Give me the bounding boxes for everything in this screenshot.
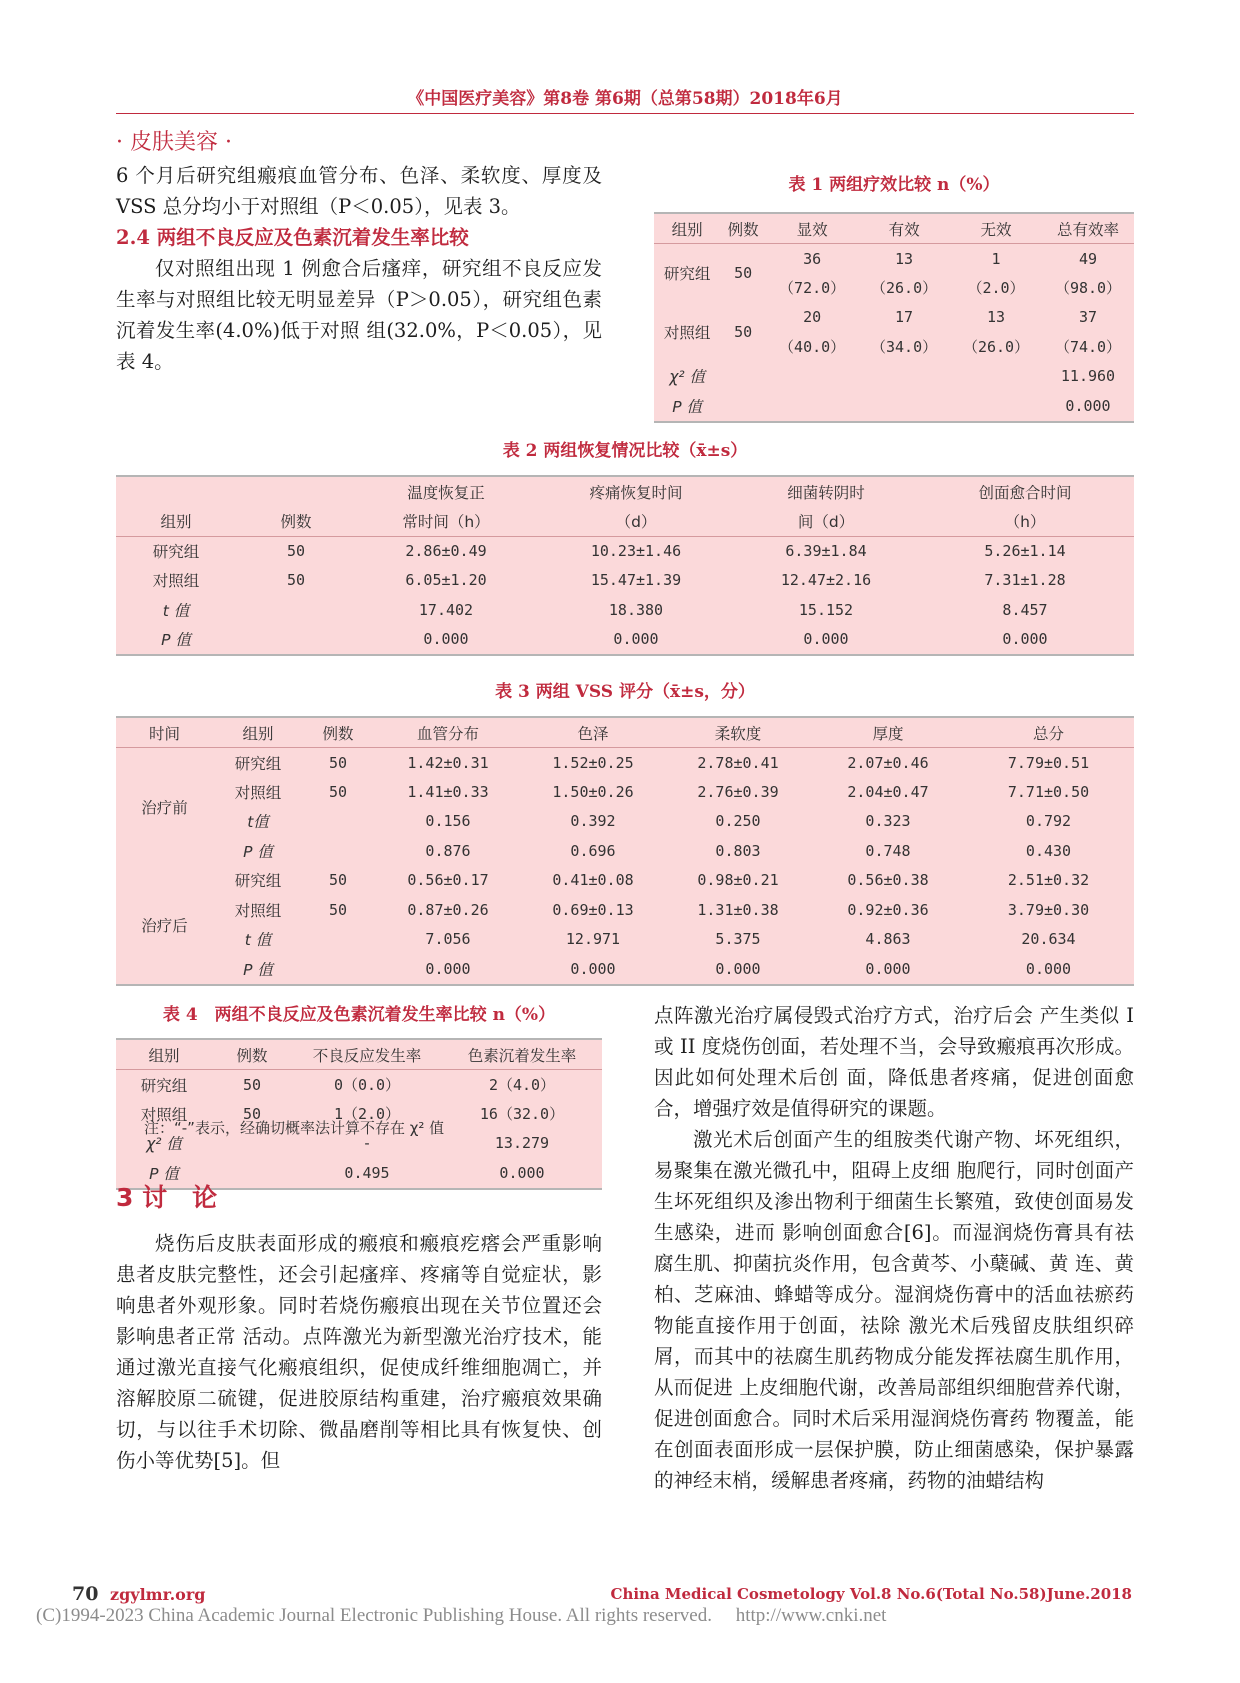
t4-cell: 0.000	[499, 1163, 545, 1182]
t2-cell: 12.47±2.16	[780, 571, 872, 590]
t3-cell: 0.392	[570, 812, 616, 831]
t1-cell: 36	[803, 249, 822, 268]
table2-caption: 表 2 两组恢复情况比较（x̄±s）	[502, 441, 748, 461]
t1-header: 显效	[766, 214, 858, 244]
t2-cell: 15.47±1.39	[590, 571, 682, 590]
t2-cell: 7.31±1.28	[984, 571, 1066, 590]
discussion-paragraph: 烧伤后皮肤表面形成的瘢痕和瘢痕疙瘩会严重影响患者皮肤完整性，还会引起瘙痒、疼痛等自觉症状，影响患者外观形象。同时若烧伤瘢痕出现在关节位置还会影响患者正常 活动。点阵激光为新型激光治疗技术，能通过激光直接气化瘢痕组织，促使成纤维细胞凋亡，并溶解胶原二硫键，促进胶原结构重建，治疗瘢痕效果确切，与以往手术切除、微晶磨削等相比具有恢复快、创伤小等优势[5]。但	[116, 1232, 602, 1472]
table4	[116, 1038, 602, 1190]
t3-cell: 7.056	[425, 930, 471, 949]
paragraph-results: 6 个月后研究组瘢痕血管分布、色泽、柔软度、厚度及 VSS 总分均小于对照组（P＜0.05），见表 3。	[116, 164, 602, 218]
t2-cell: 0.000	[423, 630, 469, 649]
table-row	[654, 303, 1134, 333]
table2	[116, 475, 1134, 656]
t3-header: 组别	[213, 718, 303, 748]
t3-cell: 0.250	[715, 812, 761, 831]
t3-cell: 0.000	[425, 959, 471, 978]
t2-cell: 50	[286, 542, 306, 560]
table1	[654, 212, 1134, 423]
t2-cell: 18.380	[608, 600, 664, 619]
section-tag: · 皮肤美容 ·	[116, 130, 232, 155]
t2-header: 间（d）	[736, 507, 916, 537]
t1-cell: （26.0）	[871, 279, 938, 298]
t3-cell: 1.42±0.31	[407, 753, 489, 772]
t1-cell: 13	[895, 249, 914, 268]
t4-header: 例数	[212, 1040, 292, 1070]
t3-cell: 2.76±0.39	[697, 782, 779, 801]
t3-cell: 2.51±0.32	[1007, 871, 1090, 890]
t3-cell	[303, 954, 373, 984]
t4-cell: 0.495	[344, 1163, 390, 1182]
page-number: 70	[72, 1583, 99, 1605]
t3-cell: 2.07±0.46	[847, 753, 929, 772]
t3-cell: 0.000	[1025, 959, 1072, 978]
t4-cell: 0（0.0）	[333, 1076, 401, 1094]
t3-header: 色泽	[523, 718, 663, 748]
right-column-text	[654, 1000, 1134, 1496]
t1-header: 有效	[858, 214, 950, 244]
table-row	[116, 1070, 602, 1100]
table-row	[116, 566, 1134, 596]
t1-header: 无效	[950, 214, 1042, 244]
t1-n: 50	[734, 323, 753, 341]
t4-header: 组别	[116, 1040, 212, 1070]
t3-cell: 2.78±0.41	[697, 753, 779, 772]
t3-cell: 12.971	[565, 930, 621, 949]
t4-cell: 16（32.0）	[479, 1105, 565, 1124]
t1-cell: （98.0）	[1054, 279, 1122, 298]
t4-cell: 1（2.0）	[333, 1105, 401, 1124]
t3-cell: 0.323	[865, 812, 911, 831]
t2-cell: P 值	[161, 631, 191, 650]
t2-header: （h）	[916, 507, 1134, 537]
t2-cell: 0.000	[803, 630, 849, 649]
t2-cell: 0.000	[1002, 630, 1048, 649]
right-paragraph-1: 点阵激光治疗属侵毁式治疗方式，治疗后会 产生类似 I 或 II 度烧伤创面，若处理不当，会导致瘢痕再次形成。因此如何处理术后创 面，降低患者疼痛，促进创面愈合，增强疗效是值得研究的课题。	[654, 1004, 1134, 1120]
t2-header: （d）	[536, 507, 736, 537]
t3-cell: P 值	[243, 960, 273, 979]
t4-cell: χ² 值	[146, 1135, 182, 1154]
t3-cell: 0.000	[570, 959, 616, 978]
t3-cell: 0.792	[1025, 812, 1072, 831]
t2-cell: 6.39±1.84	[785, 542, 867, 560]
header-divider	[116, 113, 1134, 114]
t2-header	[236, 477, 356, 507]
t1-cell: （40.0）	[779, 338, 846, 357]
t3-cell: 0.803	[715, 841, 761, 860]
t3-cell: 1.41±0.33	[407, 782, 489, 801]
t3-time-after: 治疗后	[141, 916, 188, 935]
copyright-line: (C)1994-2023 China Academic Journal Electronic Publishing House. All rights reserved. http://www.cnki.net	[36, 1605, 887, 1626]
t3-header: 厚度	[813, 718, 963, 748]
t3-header: 总分	[963, 718, 1134, 748]
t3-header: 血管分布	[373, 718, 523, 748]
t2-header: 常时间（h）	[356, 507, 536, 537]
t4-cell: 对照组	[140, 1105, 188, 1124]
t2-cell	[236, 625, 356, 655]
t3-cell: 0.000	[865, 959, 911, 978]
t3-cell: 0.56±0.17	[407, 871, 489, 890]
t1-p-label: P 值	[672, 397, 702, 416]
t1-header: 组别	[654, 214, 720, 244]
table-row	[116, 836, 1134, 866]
table-row	[116, 954, 1134, 984]
t1-cell: （74.0）	[1054, 338, 1122, 357]
right-paragraph-2: 激光术后创面产生的组胺类代谢产物、坏死组织，易聚集在激光微孔中，阻碍上皮细 胞爬行，同时创面产生坏死组织及渗出物利于细菌生长繁殖，致使创面易发生感染，进而 影响创面愈合[6]。而湿润烧伤膏具有祛腐生肌、抑菌抗炎作用，包含黄芩、小蘖碱、黄 连、黄柏、芝麻油、蜂蜡等成分。湿润烧伤膏中的活血祛瘀药物能直接作用于创面，祛除 激光术后残留皮肤组织碎屑，而其中的祛腐生肌药物成分能发挥祛腐生肌作用，从而促进 上皮细胞代谢，改善局部组织细胞营养代谢，促进创面愈合。同时术后采用湿润烧伤膏药 物覆盖，能在创面表面形成一层保护膜，防止细菌感染，保护暴露的神经末梢，缓解患者疼痛，药物的油蜡结构	[654, 1128, 1134, 1492]
t1-cell: 13	[986, 308, 1006, 327]
t2-cell	[236, 595, 356, 625]
t3-time-before: 治疗前	[141, 798, 188, 817]
section3-heading: 3 讨 论	[116, 1183, 218, 1212]
t3-cell: 1.50±0.26	[552, 782, 634, 801]
t1-chi-label: χ² 值	[669, 368, 706, 387]
t1-group: 对照组	[663, 324, 711, 342]
t2-cell: 研究组	[152, 543, 200, 561]
t3-cell: 50	[328, 900, 348, 919]
footer-journal: China Medical Cosmetology Vol.8 No.6(Total No.58)June.2018	[610, 1585, 1132, 1603]
t3-cell: 50	[328, 782, 348, 801]
table-row	[116, 777, 1134, 807]
table-row	[116, 625, 1134, 655]
t2-cell: 2.86±0.49	[405, 542, 487, 560]
paragraph-adverse: 仅对照组出现 1 例愈合后瘙痒，研究组不良反应发生率与对照组比较无明显差异（P＞0.05），研究组色素沉着发生率(4.0%)低于对照 组(32.0%，P＜0.05），见表 4。	[116, 257, 602, 373]
t3-cell: 0.430	[1025, 841, 1072, 860]
t3-cell: 0.748	[865, 841, 911, 860]
t1-header: 例数	[720, 214, 766, 244]
t2-header	[116, 477, 236, 507]
t1-cell: （26.0）	[962, 338, 1030, 357]
t2-header: 细菌转阴时	[787, 483, 865, 502]
t3-cell: 7.79±0.51	[1007, 753, 1090, 772]
t4-cell: 2（4.0）	[488, 1076, 556, 1094]
t2-cell: 对照组	[152, 572, 200, 591]
t3-cell: 0.56±0.38	[847, 871, 929, 890]
discussion-left	[116, 1178, 602, 1476]
t3-cell: t 值	[244, 931, 272, 950]
table-row	[116, 807, 1134, 837]
table-row	[116, 536, 1134, 566]
t3-header: 柔软度	[663, 718, 813, 748]
t3-cell: 对照组	[234, 901, 282, 920]
table-row	[116, 925, 1134, 955]
table3-caption: 表 3 两组 VSS 评分（x̄±s，分）	[495, 682, 755, 702]
t3-cell: t值	[247, 813, 269, 832]
t1-cell: （2.0）	[967, 279, 1025, 298]
t3-cell: 50	[328, 871, 348, 890]
t3-cell: 对照组	[234, 783, 282, 802]
t3-cell: P 值	[243, 842, 273, 861]
subsection-heading: 2.4 两组不良反应及色素沉着发生率比较	[116, 226, 469, 249]
table4-note: 注：“-”表示，经确切概率法计算不存在 χ² 值	[144, 1119, 445, 1137]
t1-cell: （72.0）	[779, 279, 846, 298]
t3-cell: 0.98±0.21	[697, 871, 779, 890]
t2-cell: 15.152	[798, 600, 854, 619]
t3-header: 时间	[116, 718, 213, 748]
t2-cell: 8.457	[1002, 600, 1048, 619]
t1-header: 总有效率	[1042, 214, 1134, 244]
t1-chi-value: 11.960	[1060, 367, 1116, 386]
t3-cell: 研究组	[234, 872, 282, 891]
table-row	[654, 362, 1134, 392]
t3-cell: 0.41±0.08	[552, 871, 634, 890]
table-row	[116, 595, 1134, 625]
t1-cell: 17	[895, 308, 914, 327]
t2-header: 例数	[236, 507, 356, 537]
t4-cell: -	[362, 1134, 372, 1153]
t4-cell: 研究组	[140, 1076, 188, 1095]
table4-caption: 表 4 两组不良反应及色素沉着发生率比较 n（%）	[162, 1005, 556, 1025]
t1-p-value: 0.000	[1065, 396, 1111, 415]
t2-cell: t 值	[162, 601, 190, 620]
t1-cell: 37	[1078, 308, 1098, 327]
t3-cell: 研究组	[234, 754, 282, 773]
t3-cell: 0.156	[425, 812, 471, 831]
t4-cell: 13.279	[494, 1134, 550, 1153]
t1-cell: 20	[803, 308, 822, 327]
t3-cell: 4.863	[865, 930, 911, 949]
table-row	[116, 748, 1134, 778]
left-top-text	[116, 160, 602, 377]
t3-cell: 0.87±0.26	[407, 900, 489, 919]
table-row	[116, 866, 1134, 896]
t3-cell: 3.79±0.30	[1007, 900, 1090, 919]
table3	[116, 716, 1134, 986]
table-row	[654, 244, 1134, 274]
t3-cell	[303, 836, 373, 866]
t3-cell: 2.04±0.47	[847, 782, 929, 801]
t2-cell: 10.23±1.46	[590, 542, 682, 560]
t2-header: 组别	[116, 507, 236, 537]
t3-cell: 50	[328, 753, 348, 772]
t2-header: 创面愈合时间	[978, 483, 1072, 502]
t3-cell	[303, 925, 373, 955]
t3-cell: 5.375	[715, 930, 761, 949]
t3-cell: 0.876	[425, 841, 471, 860]
t3-cell: 7.71±0.50	[1007, 782, 1090, 801]
t4-cell: P 值	[149, 1164, 179, 1183]
t3-cell: 0.69±0.13	[552, 900, 634, 919]
t1-group: 研究组	[663, 265, 711, 284]
t1-n: 50	[734, 264, 753, 283]
t2-cell: 0.000	[613, 630, 659, 649]
t1-cell: （34.0）	[871, 338, 938, 357]
t2-cell: 50	[286, 571, 306, 590]
t3-cell: 0.000	[715, 959, 761, 978]
t1-cell: 49	[1078, 249, 1098, 268]
t4-header: 色素沉着发生率	[442, 1040, 602, 1070]
t2-header: 温度恢复正	[407, 483, 485, 502]
t4-cell: 50	[242, 1104, 262, 1123]
table-row	[116, 895, 1134, 925]
footer-site: zgylmr.org	[110, 1585, 206, 1604]
t2-header: 疼痛恢复时间	[589, 483, 683, 502]
t3-cell: 0.92±0.36	[847, 900, 929, 919]
t3-cell: 0.696	[570, 841, 616, 860]
t4-cell: 50	[242, 1075, 262, 1094]
table-row	[654, 391, 1134, 421]
t2-cell: 17.402	[418, 600, 474, 619]
table1-caption: 表 1 两组疗效比较 n（%）	[788, 175, 1000, 195]
t4-header: 不良反应发生率	[292, 1040, 442, 1070]
t3-header: 例数	[303, 718, 373, 748]
t2-cell: 6.05±1.20	[405, 571, 487, 590]
t3-cell: 20.634	[1021, 930, 1076, 949]
t3-cell: 1.52±0.25	[552, 753, 634, 772]
t3-cell: 1.31±0.38	[697, 900, 779, 919]
t3-cell	[303, 807, 373, 837]
running-title: 《中国医疗美容》第8卷 第6期（总第58期）2018年6月	[407, 89, 843, 109]
t1-cell: 1	[991, 249, 1001, 268]
t2-cell: 5.26±1.14	[984, 542, 1066, 560]
